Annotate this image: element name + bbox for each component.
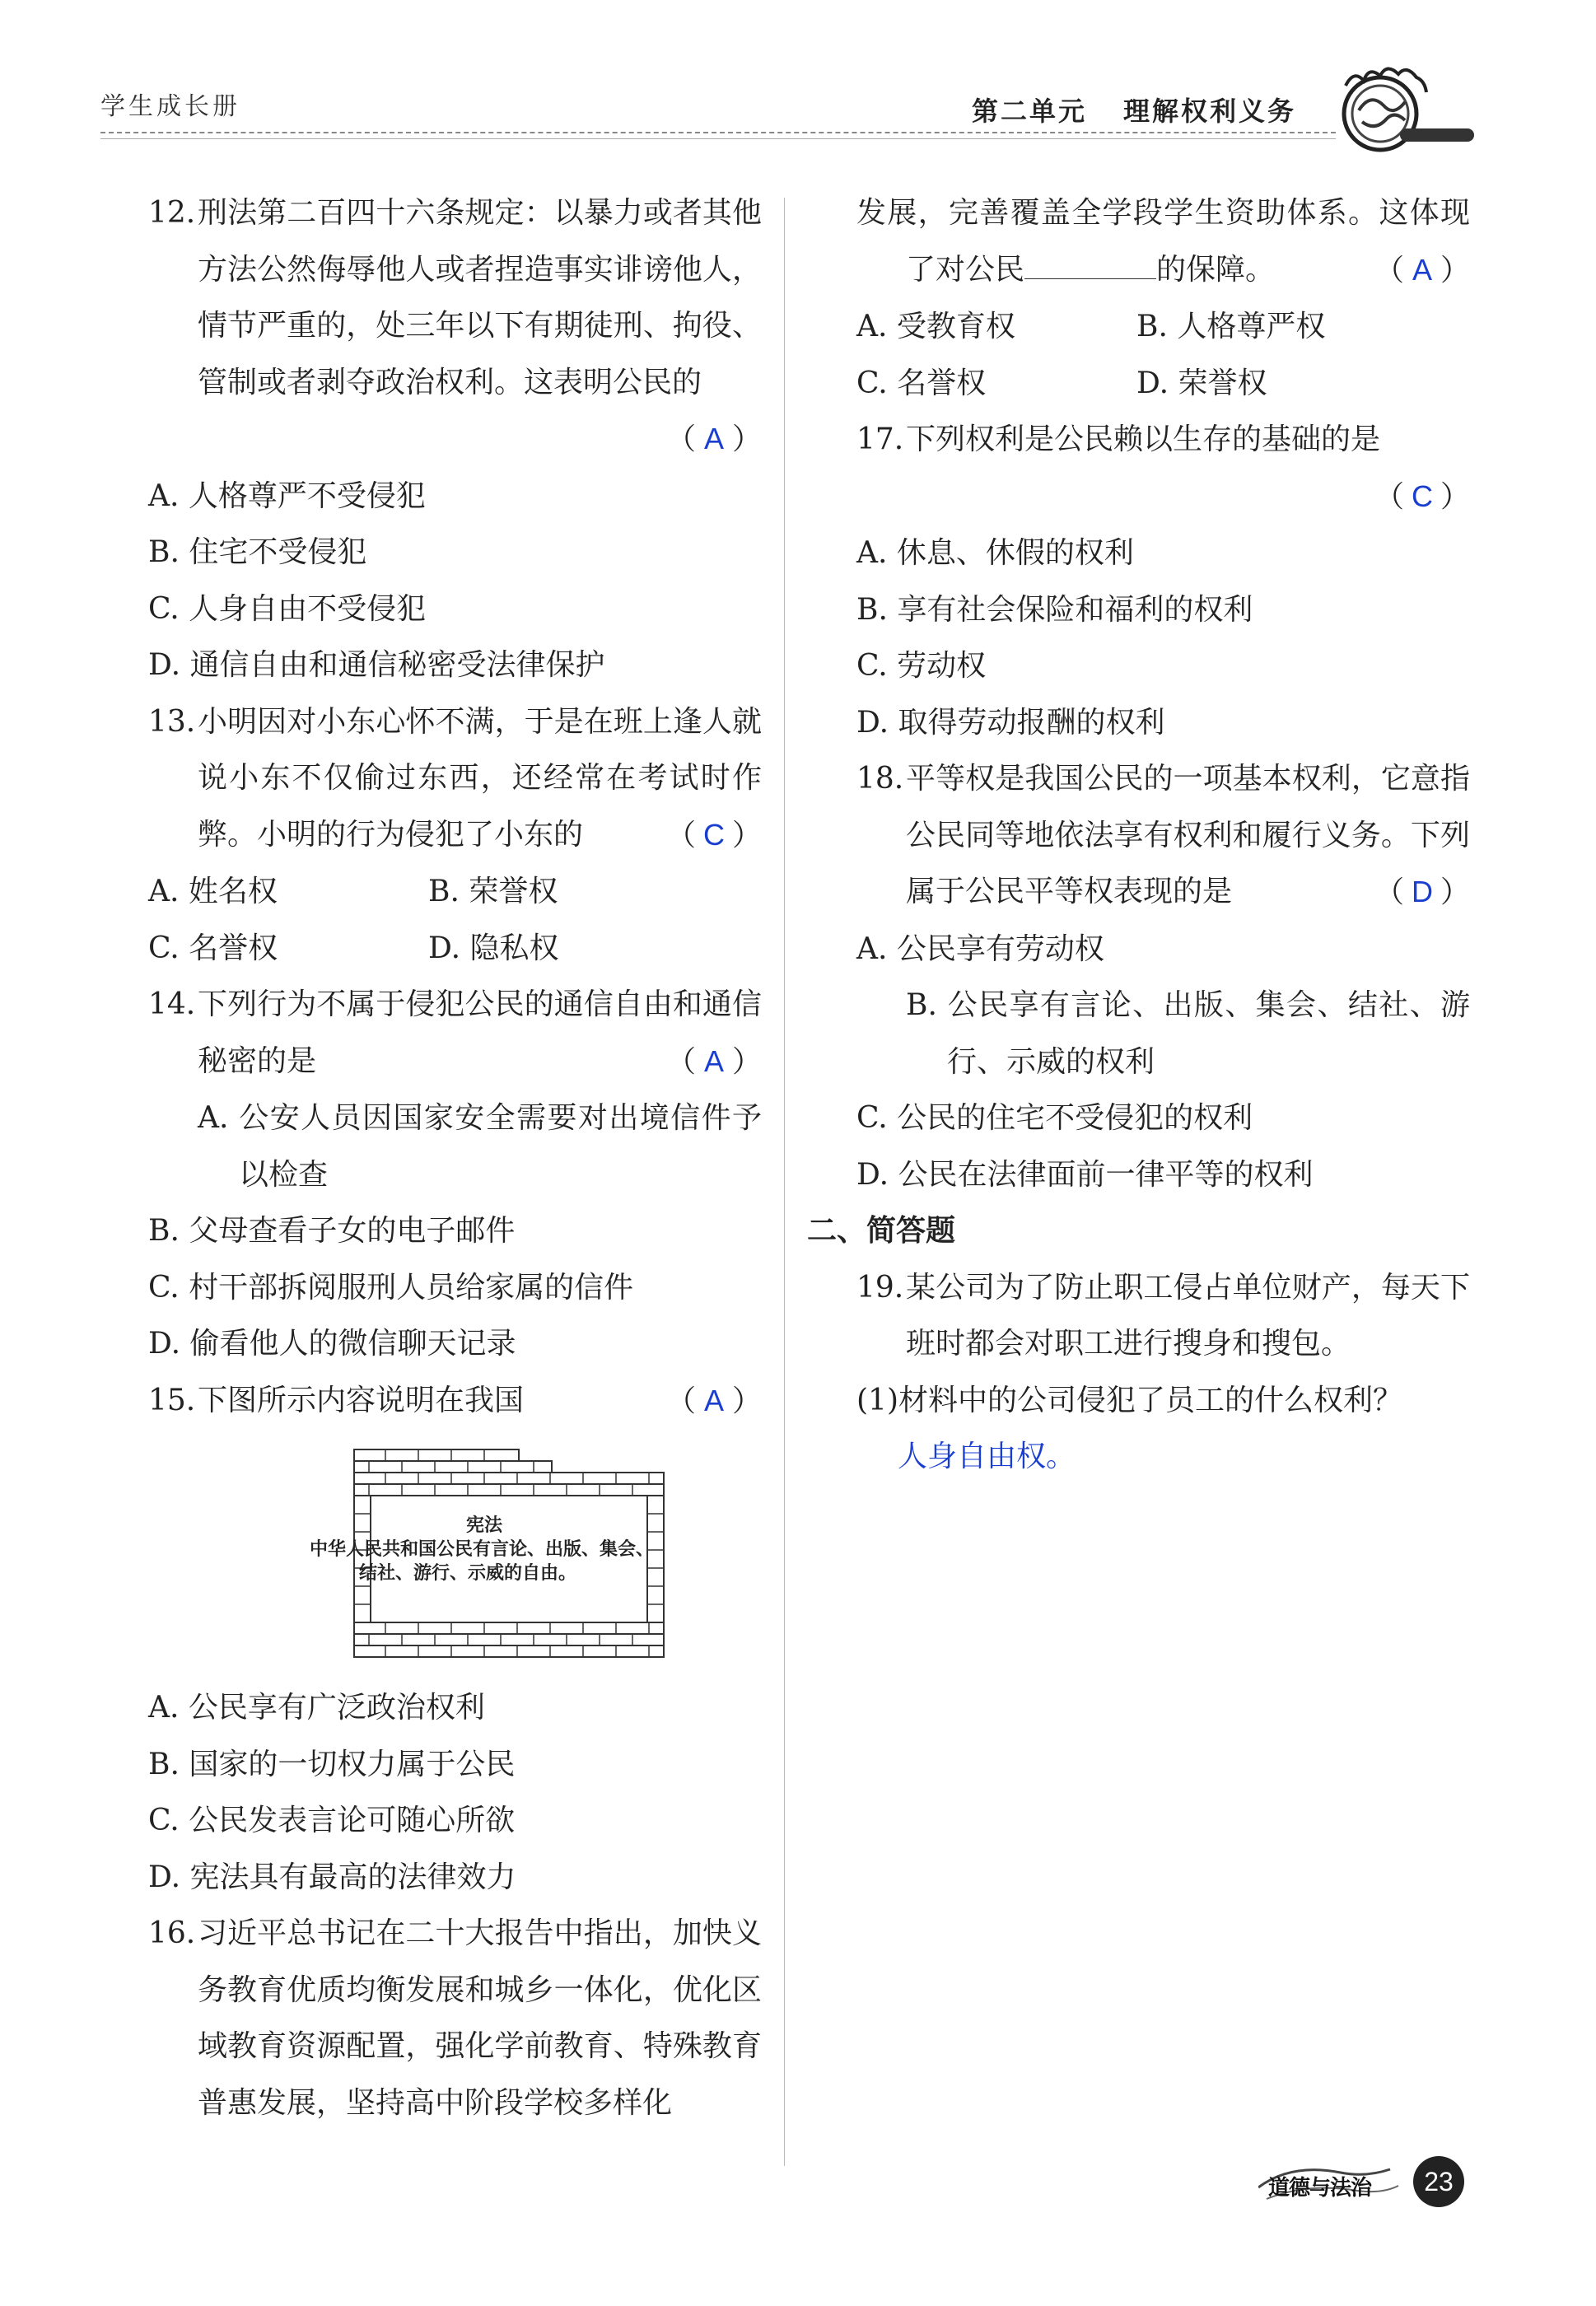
- unit-heading: [972, 91, 1296, 128]
- answer-value: A: [1412, 252, 1432, 287]
- option: C. 名誉权: [148, 931, 278, 965]
- option-row: [148, 921, 762, 978]
- question-14: [148, 977, 762, 1373]
- option: C. 人身自由不受侵犯: [148, 591, 427, 626]
- section-heading: 二、简答题: [807, 1214, 956, 1248]
- figure-title: 宪法: [465, 1515, 502, 1536]
- question-19: [856, 1260, 1470, 1486]
- question-number: 19.: [856, 1270, 904, 1305]
- question-number: 13.: [148, 704, 196, 739]
- answer-value: A: [703, 1043, 724, 1078]
- dragon-emblem-icon: [1334, 61, 1431, 160]
- option: B. 住宅不受侵犯: [148, 535, 367, 569]
- question-text: 习近平总书记在二十大报告中指出，加快义务教育优质均衡发展和城乡一体化，优化区域教育资源配置，强化学前教育、特殊教育普惠发展，坚持高中阶段学校多样化: [198, 1916, 762, 2120]
- option: D. 偷看他人的微信聊天记录: [148, 1327, 516, 1361]
- option-row: [856, 299, 1470, 356]
- option: A. 公安人员因国家安全需要对出境信件予以检查: [198, 1101, 762, 1192]
- option: A. 受教育权: [856, 310, 1015, 343]
- question-text: 发展，完善覆盖全学段学生资助体系。这体现了对公民: [856, 196, 1470, 287]
- column-divider: [784, 198, 785, 2166]
- option: B. 享有社会保险和福利的权利: [856, 592, 1253, 627]
- unit-topic: 理解权利义务: [1123, 96, 1297, 127]
- option: D. 隐私权: [428, 931, 559, 965]
- question-16-continued: [856, 185, 1470, 412]
- option: A. 休息、休假的权利: [856, 536, 1134, 570]
- question-12: [148, 185, 762, 694]
- short-answer-section: [807, 1203, 1470, 1260]
- option: B. 公民享有言论、出版、集会、结社、游行、示威的权利: [906, 988, 1470, 1079]
- answer-bracket: （ C ）: [666, 807, 762, 865]
- question-18: [856, 751, 1470, 1203]
- question-text: 小明因对小东心怀不满，于是在班上逢人就说小东不仅偷过东西，还经常在考试时作弊。小明的行为侵犯了小东的: [198, 704, 762, 852]
- question-text: 平等权是我国公民的一项基本权利，它意指公民同等地依法享有权利和履行义务。下列属于公民平等权表现的是: [906, 762, 1470, 908]
- sub-question-answer: 人身自由权。: [898, 1440, 1076, 1473]
- header-divider-underline: [100, 138, 1336, 139]
- answer-bracket: （ A ）: [1374, 242, 1470, 300]
- left-column: [148, 185, 762, 2131]
- question-number: 16.: [148, 1916, 196, 1950]
- option: C. 劳动权: [856, 649, 987, 683]
- figure-body: 中华人民共和国公民有言论、出版、集会、结社、游行、示威的自由。: [310, 1538, 655, 1584]
- question-text: 下列行为不属于侵犯公民的通信自由和通信秘密的是: [198, 987, 762, 1078]
- option: C. 名誉权: [856, 366, 987, 400]
- sub-question: (1)材料中的公司侵犯了员工的什么权利？: [856, 1383, 1402, 1417]
- header-divider: [100, 132, 1336, 133]
- question-15: [148, 1373, 762, 1907]
- option: A. 姓名权: [148, 875, 278, 908]
- question-text: 下图所示内容说明在我国: [198, 1383, 525, 1417]
- question-17: [856, 412, 1470, 751]
- question-number: 17.: [856, 422, 904, 456]
- answer-value: D: [1411, 875, 1433, 908]
- right-column: [807, 185, 1470, 1486]
- figure-caption: [310, 1514, 659, 1585]
- answer-value: A: [703, 422, 724, 455]
- option: A. 人格尊严不受侵犯: [148, 478, 426, 513]
- answer-value: C: [702, 817, 725, 852]
- header-bar-ornament: [1400, 128, 1474, 142]
- option: B. 国家的一切权力属于公民: [148, 1747, 516, 1781]
- option: C. 公民的住宅不受侵犯的权利: [856, 1101, 1253, 1135]
- answer-bracket: （ C ）: [906, 469, 1470, 526]
- question-text: 刑法第二百四十六条规定：以暴力或者其他方法公然侮辱他人或者捏造事实诽谤他人，情节严重的，处三年以下有期徒刑、拘役、管制或者剥夺政治权利。这表明公民的: [198, 196, 762, 399]
- question-text: 某公司为了防止职工侵占单位财产，每天下班时都会对职工进行搜身和搜包。: [906, 1270, 1470, 1361]
- question-number: 15.: [148, 1383, 196, 1417]
- option: D. 宪法具有最高的法律效力: [148, 1860, 516, 1894]
- question-number: 14.: [148, 987, 196, 1021]
- page-number: 23: [1413, 2156, 1464, 2207]
- option: D. 荣誉权: [1136, 366, 1267, 400]
- answer-value: A: [703, 1383, 724, 1417]
- book-series-label: 学生成长册: [100, 92, 240, 121]
- option-row: [856, 356, 1470, 413]
- answer-bracket: （ A ）: [666, 1034, 762, 1091]
- question-number: 12.: [148, 196, 196, 230]
- option: B. 荣誉权: [428, 875, 558, 908]
- answer-bracket: （ A ）: [666, 411, 762, 469]
- option: C. 公民发表言论可随心所欲: [148, 1804, 516, 1837]
- option-row: [148, 864, 762, 921]
- option: A. 公民享有劳动权: [856, 931, 1104, 966]
- question-number: 18.: [856, 762, 904, 796]
- answer-value: C: [1411, 478, 1433, 513]
- option: B. 人格尊严权: [1136, 310, 1326, 343]
- footer-book-title: 道德与法治: [1268, 2176, 1372, 2201]
- option: A. 公民享有广泛政治权利: [148, 1691, 485, 1725]
- question-16: [148, 1906, 762, 2131]
- answer-blank: [1024, 254, 1156, 279]
- option: D. 通信自由和通信秘密受法律保护: [148, 648, 605, 682]
- option: D. 公民在法律面前一律平等的权利: [856, 1157, 1314, 1192]
- question-text-end: 的保障。: [1156, 252, 1276, 287]
- option: D. 取得劳动报酬的权利: [856, 705, 1165, 740]
- question-13: [148, 694, 762, 978]
- question-text: 下列权利是公民赖以生存的基础的是: [906, 422, 1381, 456]
- constitution-wall-figure: [310, 1448, 665, 1670]
- answer-bracket: （ D ）: [1374, 864, 1470, 922]
- option: C. 村干部拆阅服刑人员给家属的信件: [148, 1270, 634, 1305]
- option: B. 父母查看子女的电子邮件: [148, 1214, 516, 1248]
- unit-label: 第二单元: [972, 96, 1088, 127]
- answer-bracket: （ A ）: [666, 1373, 762, 1431]
